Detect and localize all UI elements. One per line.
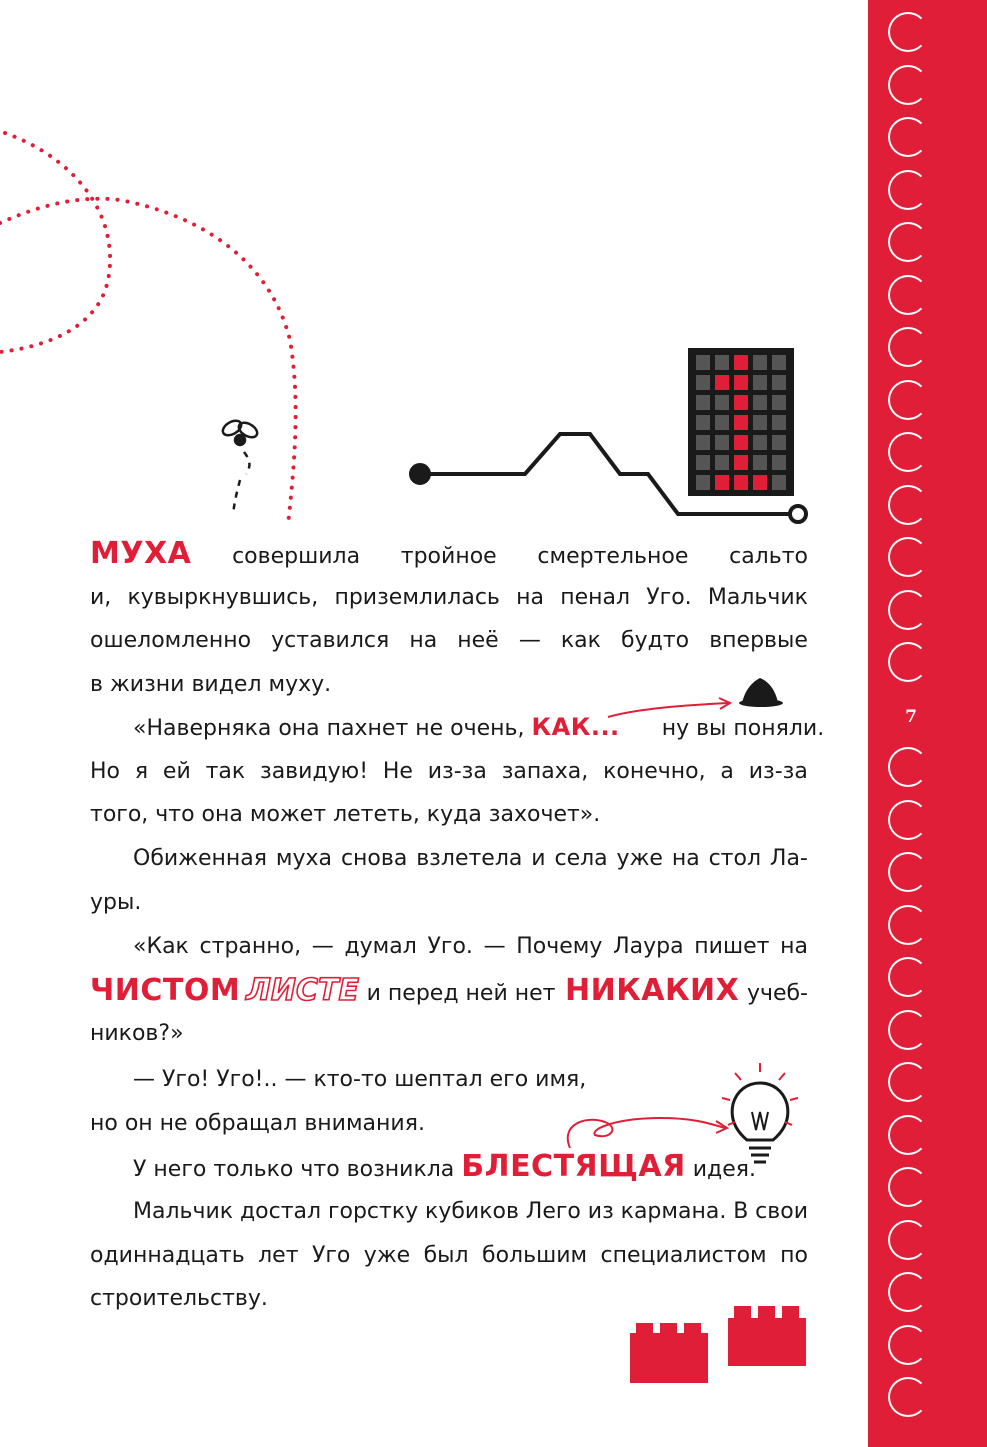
word: из-за	[427, 758, 487, 784]
stud-icon	[888, 1220, 928, 1260]
p2-line1-a: «Наверняка она пахнет не очень,	[133, 716, 525, 741]
led-on	[734, 435, 748, 450]
word: завидую!	[260, 758, 369, 784]
p2-line3: того, что она может лететь, куда захочет».	[90, 802, 601, 828]
word: Лаура	[613, 934, 684, 959]
word: запаха,	[501, 758, 589, 784]
led-on	[715, 375, 729, 390]
led-off	[696, 395, 710, 410]
word: так	[205, 758, 246, 784]
side-strip	[868, 0, 987, 1447]
led-on	[734, 355, 748, 370]
p5-line1: — Уго! Уго!.. — кто-то шептал его имя,	[133, 1067, 587, 1092]
p2-line2	[90, 750, 808, 794]
stud-icon	[888, 747, 928, 787]
word: Уго	[311, 1242, 351, 1268]
highlight-kak: КАК...	[531, 713, 620, 741]
word: снова	[340, 846, 408, 871]
stud-icon	[888, 117, 928, 157]
p4-line2	[90, 969, 808, 1013]
led-on	[734, 475, 748, 490]
stud-icon	[888, 432, 928, 472]
led-off	[753, 455, 767, 470]
led-off	[772, 455, 786, 470]
word: Мальчик	[133, 1199, 234, 1224]
word: Обиженная	[133, 846, 268, 871]
fly-flight-path	[0, 133, 296, 525]
stud-icon	[888, 852, 928, 892]
word: взлетела	[416, 846, 523, 871]
word: и,	[90, 584, 112, 610]
word: кувыркнувшись,	[127, 584, 319, 610]
word: конечно,	[603, 758, 706, 784]
led-off	[753, 375, 767, 390]
p4-line1	[90, 925, 808, 969]
word: горстку	[327, 1199, 419, 1224]
stud-icon	[888, 1272, 928, 1312]
p6-a: У него только что возникла	[133, 1157, 455, 1182]
word: —	[518, 628, 541, 654]
stud-icon	[888, 1167, 928, 1207]
paragraph-6	[90, 1145, 808, 1189]
word: Уго.	[427, 934, 473, 959]
led-off	[753, 355, 767, 370]
led-off	[753, 395, 767, 410]
led-off	[772, 475, 786, 490]
led-off	[696, 475, 710, 490]
page-number: 7	[905, 707, 917, 727]
stud-icon	[888, 537, 928, 577]
led-off	[715, 455, 729, 470]
stud-icon	[888, 65, 928, 105]
stud-icon	[888, 275, 928, 315]
stud-icon	[888, 222, 928, 262]
paragraph-1	[90, 532, 808, 706]
led-off	[753, 415, 767, 430]
stud-icon	[888, 170, 928, 210]
led-off	[772, 375, 786, 390]
word: Лего	[525, 1199, 581, 1224]
p7-line3: строительству.	[90, 1286, 268, 1312]
highlight-liste: ЛИСТЕ	[245, 972, 359, 1008]
stud-icon	[888, 327, 928, 367]
word: —	[311, 934, 334, 959]
word: —	[483, 934, 506, 959]
p5-line2: но он не обращал внимания.	[90, 1110, 425, 1136]
led-off	[696, 455, 710, 470]
p7-line1	[90, 1190, 808, 1234]
word: впервые	[709, 628, 808, 654]
word: пишет	[694, 934, 770, 959]
p6-line1	[90, 1145, 808, 1189]
p1-line3	[90, 619, 808, 663]
led-off	[772, 435, 786, 450]
stud-icon	[888, 1010, 928, 1050]
p3-line2: уры.	[90, 889, 142, 915]
word: на	[516, 584, 544, 610]
led-off	[715, 355, 729, 370]
word: достал	[239, 1199, 322, 1224]
led-off	[696, 375, 710, 390]
word: Мальчик	[707, 584, 808, 610]
p6-b: идея.	[692, 1157, 757, 1182]
fly-icon	[220, 418, 259, 515]
word: ошеломленно	[90, 628, 252, 654]
p2-line1	[90, 706, 825, 750]
led-off	[715, 395, 729, 410]
word: стол	[708, 846, 762, 871]
word: совершила	[232, 544, 361, 569]
word: из-за	[748, 758, 808, 784]
highlight-blestyashchaya: БЛЕСТЯЩАЯ	[461, 1149, 686, 1184]
word: и	[531, 846, 546, 871]
word: на	[671, 846, 700, 871]
stud-icon	[888, 957, 928, 997]
paragraph-3	[90, 837, 808, 924]
led-on	[734, 395, 748, 410]
word: смертельное	[537, 544, 689, 569]
stud-icon	[888, 485, 928, 525]
p4-line2-end: учеб-	[746, 980, 808, 1006]
p1-line4: в жизни видел муху.	[90, 671, 332, 697]
stud-icon	[888, 1062, 928, 1102]
word: «Как	[133, 934, 189, 959]
highlight-chistom: ЧИСТОМ	[90, 972, 241, 1008]
led-off	[715, 435, 729, 450]
word: муха	[275, 846, 333, 871]
led-on	[753, 475, 767, 490]
led-on	[715, 475, 729, 490]
word: села	[554, 846, 608, 871]
stud-icon	[888, 642, 928, 682]
score-board-icon	[688, 348, 794, 496]
highlight-muha: МУХА	[90, 536, 192, 571]
word: большим	[482, 1242, 588, 1268]
word: думал	[344, 934, 417, 959]
word: я	[134, 758, 149, 784]
word: был	[423, 1242, 469, 1268]
stud-icon	[888, 800, 928, 840]
word: свои	[755, 1199, 808, 1224]
word: одиннадцать	[90, 1242, 245, 1268]
stud-icon	[888, 590, 928, 630]
word: сальто	[729, 544, 808, 569]
word: Уго.	[646, 584, 692, 610]
word: кубиков	[425, 1199, 519, 1224]
word: приземлилась	[334, 584, 500, 610]
word: ей	[162, 758, 191, 784]
word: Но	[90, 758, 121, 784]
led-off	[696, 355, 710, 370]
word: неё	[457, 628, 499, 654]
p2-line1-b: ну вы поняли.	[661, 716, 825, 741]
word: Ла-	[769, 846, 808, 871]
word: уже	[616, 846, 663, 871]
word: пенал	[560, 584, 631, 610]
paragraph-7	[90, 1190, 808, 1321]
word: Не	[382, 758, 413, 784]
word: тройное	[400, 544, 497, 569]
word: из	[587, 1199, 614, 1224]
led-off	[715, 415, 729, 430]
led-off	[772, 415, 786, 430]
led-off	[772, 395, 786, 410]
word: В	[733, 1199, 749, 1224]
p4-line3: ников?»	[90, 1021, 184, 1047]
word: на	[409, 628, 438, 654]
stud-icon	[888, 1325, 928, 1365]
led-on	[734, 415, 748, 430]
word: по	[780, 1242, 808, 1268]
word: на	[780, 934, 808, 959]
word: уже	[363, 1242, 411, 1268]
word: кармана.	[620, 1199, 727, 1224]
p7-line2	[90, 1234, 808, 1278]
word: специалистом	[600, 1242, 767, 1268]
led-on	[734, 375, 748, 390]
word: Почему	[516, 934, 603, 959]
p1-line2	[90, 576, 808, 620]
led-off	[696, 435, 710, 450]
word: уставился	[271, 628, 390, 654]
led-off	[696, 415, 710, 430]
p3-line1	[90, 837, 808, 881]
highlight-nikakih: НИКАКИХ	[565, 972, 740, 1008]
paragraph-5	[90, 1058, 808, 1145]
stud-icon	[888, 1377, 928, 1417]
word: странно,	[199, 934, 302, 959]
led-on	[734, 455, 748, 470]
stud-icon	[888, 905, 928, 945]
word: как	[560, 628, 601, 654]
led-off	[772, 355, 786, 370]
stud-icon	[888, 12, 928, 52]
p4-line2-mid: и перед ней нет	[366, 980, 556, 1006]
paragraph-2	[90, 706, 825, 837]
stud-icon	[888, 1115, 928, 1155]
stud-icon	[888, 380, 928, 420]
word: лет	[258, 1242, 299, 1268]
word: будто	[621, 628, 690, 654]
p1-line1	[90, 532, 808, 576]
led-off	[753, 435, 767, 450]
word: а	[720, 758, 734, 784]
paragraph-4	[90, 925, 808, 1056]
